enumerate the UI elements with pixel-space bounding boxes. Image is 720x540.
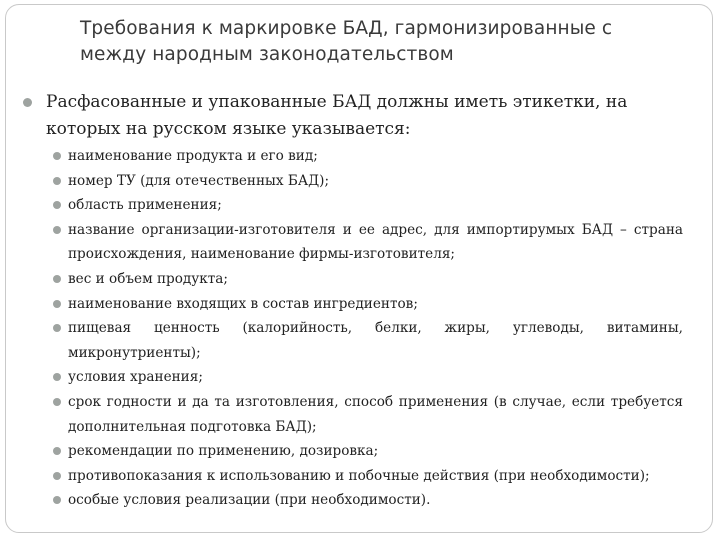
list-item-text: пищевая ценность (калорийность, белки, жиры, углеводы, витамины, микронутриенты); — [68, 320, 683, 361]
list-item — [68, 316, 683, 365]
list-item-text: условия хранения; — [68, 369, 203, 386]
list-item-text: область применения; — [68, 197, 222, 214]
list-item — [68, 464, 683, 489]
main-point-line-2: которых на русском языке указывается: — [46, 119, 411, 139]
list-item — [68, 390, 683, 439]
slide-title — [80, 16, 680, 68]
bullet-dot-icon — [23, 98, 32, 107]
main-point — [46, 89, 686, 143]
requirements-list — [68, 144, 683, 513]
list-item-text: название организации-изготовителя и ее адрес, для импортирумых БАД – страна происхождения, наименование фирмы-изготовителя; — [68, 221, 683, 263]
list-item — [68, 488, 683, 513]
list-item-text: вес и объем продукта; — [68, 270, 228, 287]
list-item — [68, 144, 683, 169]
list-item-text: противопоказания к использованию и побочные действия (при необходимости); — [68, 467, 650, 484]
bullet-dot-icon — [53, 226, 61, 234]
bullet-dot-icon — [53, 472, 61, 480]
slide-title-line-1: Требования к маркировке БАД, гармонизированные с — [80, 18, 613, 39]
bullet-dot-icon — [53, 275, 61, 283]
bullet-dot-icon — [53, 152, 61, 160]
list-item-text: рекомендации по применению, дозировка; — [68, 443, 379, 460]
list-item — [68, 292, 683, 317]
list-item — [68, 267, 683, 292]
list-item-text: номер ТУ (для отечественных БАД); — [68, 172, 330, 189]
list-item — [68, 365, 683, 390]
list-item-text: наименование входящих в состав ингредиентов; — [68, 295, 418, 312]
list-item — [68, 169, 683, 194]
bullet-dot-icon — [53, 398, 61, 406]
bullet-dot-icon — [53, 300, 61, 308]
slide-title-line-2: между народным законодательством — [80, 44, 454, 65]
main-point-line-1: Расфасованные и упакованные БАД должны иметь этикетки, на — [46, 92, 628, 112]
bullet-dot-icon — [53, 177, 61, 185]
list-item — [68, 218, 683, 267]
list-item-text: особые условия реализации (при необходимости). — [68, 492, 431, 509]
list-item — [68, 439, 683, 464]
list-item — [68, 193, 683, 218]
list-item-text: срок годности и да та изготовления, способ применения (в случае, если требуется дополнительная подготовка БАД); — [68, 393, 683, 435]
list-item-text: наименование продукта и его вид; — [68, 148, 318, 164]
